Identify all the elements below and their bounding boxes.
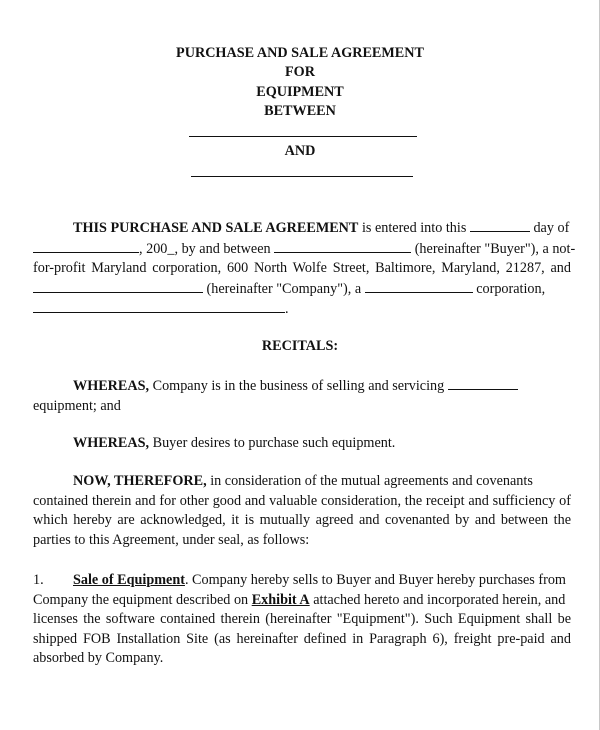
intro-paragraph [33, 218, 576, 320]
intro-text-1-end: day of [529, 220, 570, 236]
intro-text-2b: (hereinafter "Buyer"), a not- [411, 240, 576, 257]
intro-text-1: is entered into this [358, 220, 470, 236]
whereas-2-bold: WHEREAS, [73, 435, 150, 451]
intro-line-5 [33, 299, 571, 320]
party-blank-2 [191, 176, 413, 177]
now-therefore-bold: NOW, THEREFORE, [73, 473, 207, 489]
intro-text-4b: corporation, [472, 280, 546, 297]
title-line-3: EQUIPMENT [256, 84, 344, 100]
month-blank [33, 239, 139, 253]
title-line-and: AND [284, 143, 316, 159]
section-1-line-3: licenses the software contained therein (hereinafter "Equipment"). Such Equipment shall be [33, 611, 571, 628]
whereas-2 [33, 434, 571, 454]
state-blank [365, 279, 473, 293]
intro-text-4a: (hereinafter "Company"), a [203, 280, 365, 297]
now-therefore-line-3: which hereby are acknowledged, it is mutually agreed and covenanted by and between the [33, 512, 571, 529]
whereas-1-text: Company is in the business of selling and servicing [149, 378, 448, 394]
section-1-line-5: absorbed by Company. [33, 650, 164, 667]
intro-bold-lead: THIS PURCHASE AND SALE AGREEMENT [73, 220, 359, 236]
buyer-blank [274, 239, 411, 253]
intro-line-3: for-profit Maryland corporation, 600 North Wolfe Street, Baltimore, Maryland, 21287, and [33, 260, 571, 277]
address-blank [33, 299, 285, 313]
section-1-number: 1. [33, 572, 44, 588]
title-line-1: PURCHASE AND SALE AGREEMENT [176, 45, 424, 61]
whereas-1-line-2: equipment; and [33, 397, 121, 414]
section-1 [33, 571, 571, 669]
section-1-text-1: . Company hereby sells to Buyer and Buyer hereby purchases from [184, 572, 566, 588]
now-therefore-paragraph [33, 472, 571, 550]
day-blank [470, 218, 530, 232]
section-1-line-1 [33, 571, 571, 591]
section-1-heading: Sale of Equipment [73, 572, 185, 588]
intro-line-2 [33, 239, 576, 260]
section-1-line-2 [33, 591, 571, 611]
now-therefore-line-4: parties to this Agreement, under seal, as follows: [33, 531, 310, 548]
whereas-1-line-1 [33, 376, 571, 397]
company-blank [33, 279, 203, 293]
section-1-text-2b: attached hereto and incorporated herein, and [309, 591, 566, 608]
whereas-1 [33, 376, 571, 416]
whereas-2-text: Buyer desires to purchase such equipment. [149, 435, 396, 451]
section-1-line-4: shipped FOB Installation Site (as hereinafter defined in Paragraph 6), freight pre-paid and [33, 630, 571, 647]
now-therefore-line-2: contained therein and for other good and valuable consideration, the receipt and sufficiency of [33, 492, 571, 509]
intro-line-1 [33, 218, 571, 239]
whereas-1-bold: WHEREAS, [73, 378, 150, 394]
exhibit-a-reference: Exhibit A [251, 591, 310, 608]
intro-text-5: . [285, 301, 289, 318]
title-line-4: BETWEEN [264, 103, 336, 119]
whereas-2-line [33, 434, 571, 454]
intro-text-2a: , 200_, by and between [139, 240, 275, 257]
business-blank [448, 376, 518, 390]
now-therefore-text-1: in consideration of the mutual agreements and covenants [206, 473, 533, 489]
title-line-2: FOR [285, 64, 315, 80]
intro-line-4 [33, 279, 571, 300]
recitals-heading: RECITALS: [261, 338, 339, 354]
now-therefore-line-1 [33, 472, 571, 492]
section-1-text-2a: Company the equipment described on [33, 591, 252, 608]
party-blank-1 [189, 136, 417, 137]
